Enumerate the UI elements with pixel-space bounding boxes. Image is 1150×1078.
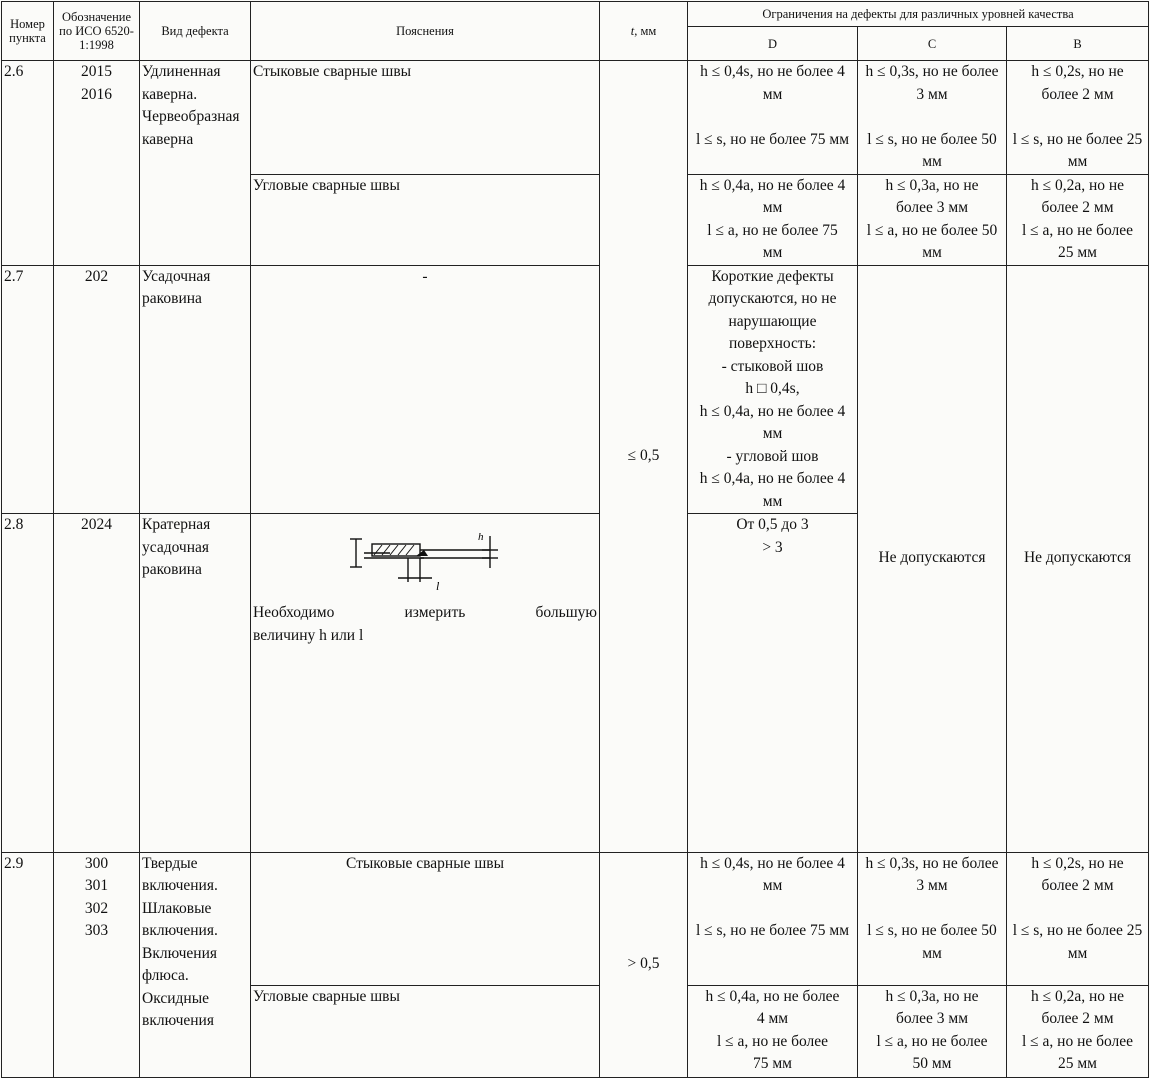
row-defect: Усадочная раковина [140,265,251,514]
row-note-butt: Стыковые сварные швы [251,852,600,985]
note-measure-line1: Необходимо измерить большую [253,604,597,621]
diagram-label-l: l [436,579,440,592]
defects-table [1,1,1149,1078]
cell-b: h ≤ 0,2a, но не более 2 мм l ≤ a, но не более 25 мм [1007,985,1149,1077]
table-row [2,852,1149,985]
header-defect: Вид дефекта [140,2,251,61]
header-t: t, мм [600,2,688,61]
header-level-c: C [858,27,1007,61]
header-iso: Обозначение по ИСО 6520-1:1998 [54,2,140,61]
crater-diagram [350,530,500,592]
row-t: > 0,5 [600,852,688,1077]
row-note: - [251,265,600,514]
row-note-fillet: Угловые сварные швы [251,985,600,1077]
row-iso: 2024 [54,514,140,853]
row-t: От 0,5 до 3 > 3 [688,514,858,853]
cell-b: h ≤ 0,2s, но не более 2 мм l ≤ s, но не более 25 мм [1007,852,1149,985]
cell-c: h ≤ 0,3a, но не более 3 мм l ≤ a, но не более 50 мм [858,174,1007,265]
row-note-butt: Стыковые сварные швы [251,61,600,175]
header-level-d: D [688,27,858,61]
cell-b: h ≤ 0,2s, но не более 2 мм l ≤ s, но не более 25 мм [1007,61,1149,175]
row-defect: Твердые включения. Шлаковые включения. Включения флюса. Оксидные включения [140,852,251,1077]
cell-c: h ≤ 0,3a, но не более 3 мм l ≤ a, но не более 50 мм [858,985,1007,1077]
cell-c: h ≤ 0,3s, но не более 3 мм l ≤ s, но не более 50 мм [858,61,1007,175]
cell-b-not-allowed: Не допускаются [1007,265,1149,852]
cell-c: h ≤ 0,3s, но не более 3 мм l ≤ s, но не более 50 мм [858,852,1007,985]
header-num: Номер пункта [2,2,54,61]
row-iso: 202 [54,265,140,514]
row-num: 2.9 [2,852,54,1077]
row-num: 2.8 [2,514,54,853]
row-note-fillet: Угловые сварные швы [251,174,600,265]
row-iso: 300 301 302 303 [54,852,140,1077]
row-t-small: ≤ 0,5 [600,61,688,853]
header-level-b: B [1007,27,1149,61]
header-limits: Ограничения на дефекты для различных уровней качества [688,2,1149,27]
cell-d: h ≤ 0,4s, но не более 4 мм l ≤ s, но не более 75 мм [688,852,858,985]
cell-d: h ≤ 0,4a, но не более 4 мм l ≤ a, но не более 75 мм [688,174,858,265]
table-row [2,61,1149,175]
cell-c-not-allowed: Не допускаются [858,265,1007,852]
cell-d: Короткие дефекты допускаются, но не нарушающие поверхность: - стыковой шов h □ 0,4s, h ≤ 0,4a, но не более 4 мм - угловой шов h ≤ 0,4a, но не более 4 мм [688,265,858,514]
row-num: 2.7 [2,265,54,514]
table-row [2,265,1149,514]
cell-d: h ≤ 0,4a, но не более 4 мм l ≤ a, но не более 75 мм [688,985,858,1077]
row-iso: 2015 2016 [54,61,140,266]
cell-d: h ≤ 0,4s, но не более 4 мм l ≤ s, но не более 75 мм [688,61,858,175]
row-defect: Кратерная усадочная раковина [140,514,251,853]
row-note [251,514,600,853]
cell-b: h ≤ 0,2a, но не более 2 мм l ≤ a, но не более 25 мм [1007,174,1149,265]
row-defect: Удлиненная каверна. Червеобразная каверна [140,61,251,266]
header-notes: Пояснения [251,2,600,61]
note-measure-line2: величину h или l [253,626,364,644]
row-num: 2.6 [2,61,54,266]
diagram-label-h: h [478,531,484,543]
